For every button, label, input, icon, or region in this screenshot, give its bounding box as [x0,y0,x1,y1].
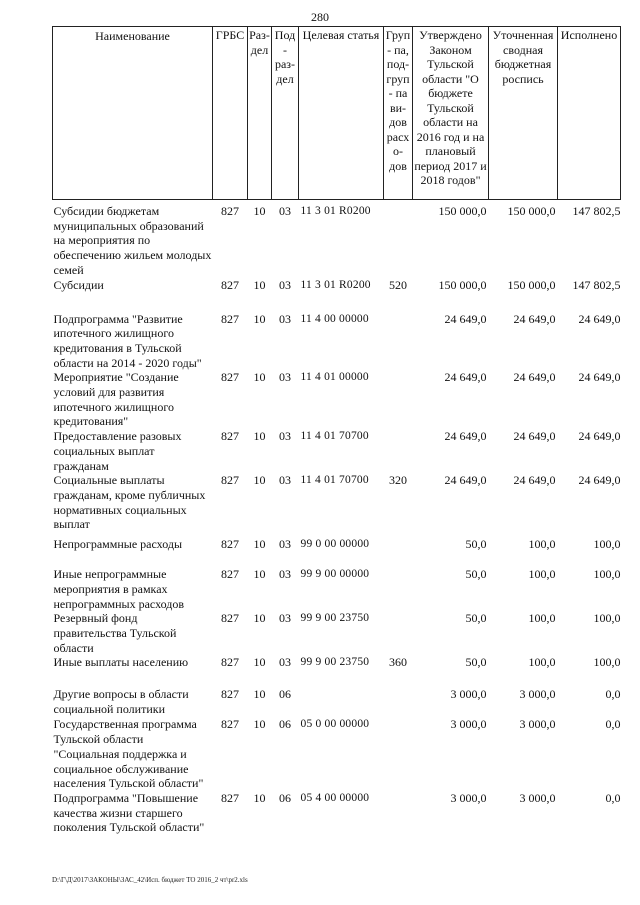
cell-grbs: 827 [221,567,239,582]
cell-gruppa [384,687,413,717]
cell-executed: 100,0 [593,567,621,582]
cell-razdel: 10 [253,537,266,552]
cell-celevaya-statya: 05 4 00 00000 [300,791,370,804]
cell-specified: 24 649,0 [513,429,556,444]
cell-specified: 100,0 [528,611,556,626]
cell-grbs: 827 [221,429,239,444]
cell-name: Субсидии [53,277,104,292]
cell-approved: 24 649,0 [444,473,487,488]
cell-celevaya-statya: 11 3 01 R0200 [300,205,371,217]
cell-grbs: 827 [221,611,239,626]
cell-specified: 24 649,0 [513,370,556,385]
cell-gruppa: 360 [389,655,407,670]
table-row [53,687,621,717]
cell-executed: 24 649,0 [578,473,621,488]
cell-approved: 24 649,0 [444,429,487,444]
header-celevaya-statya: Целевая статья [299,27,384,200]
cell-razdel: 10 [253,687,266,702]
page-number: 280 [311,10,329,24]
cell-celevaya-statya: 99 9 00 23750 [300,656,370,669]
cell-grbs: 827 [221,790,239,805]
cell-razdel: 10 [253,204,266,218]
cell-celevaya-statya: 99 9 00 00000 [300,568,370,581]
header-gruppa: Груп- па, под- груп- па ви- дов расхо- дов [384,27,413,200]
cell-razdel: 10 [253,429,266,444]
cell-specified: 100,0 [528,567,556,582]
cell-podrazdel: 06 [279,790,291,805]
cell-specified: 150 000,0 [507,204,556,218]
cell-celevaya-statya: 11 4 01 70700 [300,474,369,487]
table-row [53,429,621,473]
cell-razdel: 10 [253,611,266,626]
cell-podrazdel: 03 [279,204,291,218]
cell-podrazdel: 03 [279,429,291,444]
header-executed: Исполнено [558,27,621,200]
cell-specified: 100,0 [528,655,556,670]
footer-file-path: D:\Г\Д\2017\ЗАКОНЫ\ЗАС_42\Исп. бюджет ТО 2016_2 чт\pr2.xls [52,876,248,884]
table-body [53,200,621,847]
cell-celevaya-statya: 99 9 00 23750 [300,612,370,625]
table-row [53,537,621,567]
header-podrazdel: Под- раз- дел [272,27,299,200]
cell-podrazdel: 03 [279,311,291,326]
cell-gruppa [384,200,413,278]
header-grbs: ГРБС [213,27,248,200]
cell-name: Резервный фонд правительства Тульской области [53,611,177,655]
cell-razdel: 10 [253,277,266,292]
cell-podrazdel: 03 [279,567,291,582]
cell-specified: 150 000,0 [507,277,556,292]
cell-name: Предоставление разовых социальных выплат гражданам [53,429,182,473]
cell-name: Иные выплаты населению [53,655,189,670]
cell-approved: 24 649,0 [444,311,487,326]
cell-gruppa [384,537,413,567]
cell-podrazdel: 03 [279,277,291,292]
cell-podrazdel: 03 [279,655,291,670]
cell-name: Иные непрограммные мероприятия в рамках непрограммных расходов [53,567,185,611]
header-approved: Утверждено Законом Тульской области "О бюджете Тульской области на 2016 год и на плановый период 2017 и 2018 годов" [413,27,489,200]
table-row [53,278,621,312]
cell-grbs: 827 [221,370,239,385]
cell-executed: 147 802,5 [572,204,621,218]
cell-grbs: 827 [221,537,239,552]
cell-podrazdel: 06 [279,717,291,732]
cell-specified: 24 649,0 [513,473,556,488]
table-row [53,473,621,537]
cell-grbs: 827 [221,717,239,732]
cell-razdel: 10 [253,311,266,326]
table-row [53,567,621,611]
table-header [53,27,621,200]
table-row [53,655,621,687]
cell-gruppa: 520 [389,277,407,292]
cell-gruppa [384,791,413,847]
cell-name: Субсидии бюджетам муниципальных образований на мероприятия по обеспечению жильем молодых семей [53,204,212,277]
cell-executed: 100,0 [593,655,621,670]
cell-executed: 24 649,0 [578,370,621,385]
cell-executed: 0,0 [605,790,621,805]
cell-specified: 3 000,0 [519,717,556,732]
cell-name: Подпрограмма "Повышение качества жизни старшего поколения Тульской области" [53,790,205,835]
cell-gruppa [384,717,413,791]
cell-gruppa [384,312,413,371]
cell-razdel: 10 [253,370,266,385]
cell-razdel: 10 [253,473,266,488]
cell-celevaya-statya: 11 4 01 00000 [300,371,369,384]
cell-celevaya-statya: 05 0 00 00000 [300,718,370,731]
cell-podrazdel: 03 [279,473,291,488]
cell-razdel: 10 [253,790,266,805]
cell-name: Социальные выплаты гражданам, кроме публичных нормативных социальных выплат [53,473,206,532]
cell-name: Непрограммные расходы [53,537,183,552]
cell-grbs: 827 [221,473,239,488]
cell-celevaya-statya: 11 3 01 R0200 [300,278,371,291]
cell-executed: 24 649,0 [578,429,621,444]
cell-razdel: 10 [253,567,266,582]
cell-gruppa [384,429,413,473]
cell-gruppa [384,567,413,611]
cell-name: Другие вопросы в области социальной политики [53,687,189,717]
cell-podrazdel: 03 [279,611,291,626]
cell-gruppa [384,370,413,429]
cell-approved: 50,0 [465,567,487,582]
table-row [53,312,621,371]
budget-execution-table [52,26,621,847]
cell-razdel: 10 [253,655,266,670]
cell-celevaya-statya: 11 4 01 70700 [300,430,369,443]
cell-approved: 24 649,0 [444,370,487,385]
cell-name: Подпрограмма "Развитие ипотечного жилищного кредитования в Тульской области на 2014 - 2020 годы" [53,311,202,370]
table-row [53,611,621,655]
cell-executed: 100,0 [593,537,621,552]
cell-approved: 3 000,0 [450,687,487,702]
cell-grbs: 827 [221,204,239,218]
cell-approved: 50,0 [465,537,487,552]
table-row [53,370,621,429]
cell-approved: 3 000,0 [450,717,487,732]
cell-approved: 150 000,0 [438,204,487,218]
cell-specified: 100,0 [528,537,556,552]
cell-specified: 3 000,0 [519,687,556,702]
cell-approved: 150 000,0 [438,277,487,292]
cell-specified: 3 000,0 [519,790,556,805]
header-name: Наименование [53,27,213,200]
header-specified: Уточненная сводная бюджетная роспись [489,27,558,200]
cell-podrazdel: 03 [279,537,291,552]
cell-specified: 24 649,0 [513,311,556,326]
cell-gruppa: 320 [389,473,407,488]
cell-approved: 50,0 [465,611,487,626]
cell-name: Мероприятие "Создание условий для развития ипотечного жилищного кредитования" [53,370,179,429]
header-razdel: Раз- дел [248,27,272,200]
cell-celevaya-statya: 11 4 00 00000 [300,312,369,325]
cell-podrazdel: 03 [279,370,291,385]
table-row [53,200,621,278]
cell-grbs: 827 [221,277,239,292]
cell-razdel: 10 [253,717,266,732]
cell-approved: 50,0 [465,655,487,670]
cell-executed: 100,0 [593,611,621,626]
cell-celevaya-statya [299,687,384,717]
cell-executed: 0,0 [605,687,621,702]
cell-grbs: 827 [221,687,239,702]
cell-executed: 147 802,5 [572,277,621,292]
table-row [53,791,621,847]
cell-celevaya-statya: 99 0 00 00000 [300,538,370,551]
cell-grbs: 827 [221,655,239,670]
cell-gruppa [384,611,413,655]
cell-grbs: 827 [221,311,239,326]
cell-executed: 24 649,0 [578,311,621,326]
cell-podrazdel: 06 [279,687,291,702]
table-row [53,717,621,791]
cell-executed: 0,0 [605,717,621,732]
cell-name: Государственная программа Тульской области "Социальная поддержка и социальное обслуживание населения Тульской области" [53,717,204,791]
cell-approved: 3 000,0 [450,790,487,805]
